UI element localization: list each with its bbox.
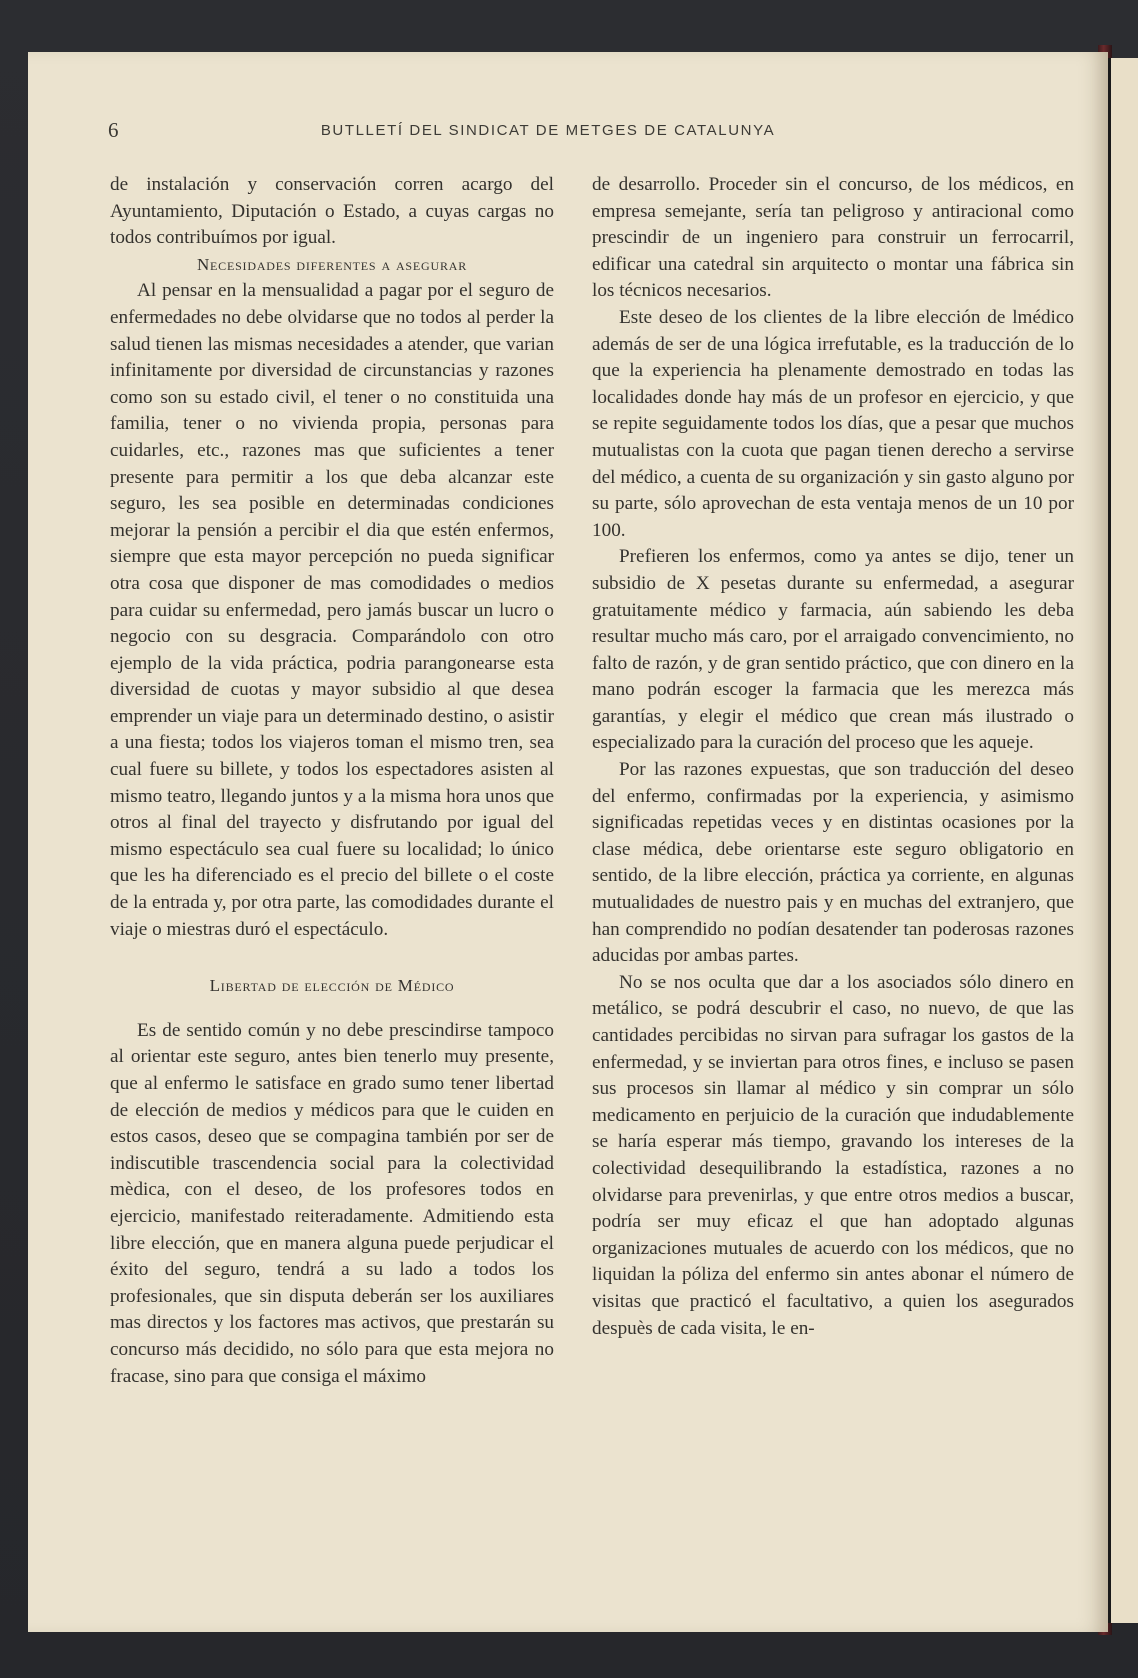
left-column <box>110 172 554 1390</box>
running-head: BUTLLETÍ DEL SINDICAT DE METGES DE CATALUNYA <box>320 122 776 139</box>
adjacent-page-edge <box>1108 58 1138 1623</box>
paragraph: Por las razones expuestas, que son traducción del deseo del enfermo, confirmadas por la experiencia, y asimismo significadas repetidas veces y en distintas ocasiones por la clase médica, debe orientarse este seguro obligatorio en sentido, de la libre elección, práctica ya corriente, en algunas mutualidades de nuestro pais y en muchas del extranjero, que han comprendido no podían desatender tan poderosas razones aducidas por ambas partes. <box>592 759 1074 967</box>
paragraph: No se nos oculta que dar a los asociados sólo dinero en metálico, se podrá descubrir el caso, no nuevo, de que las cantidades percibidas no sirvan para sufragar los gastos de la enfermedad, y se inviertan para otros fines, e incluso se pasen sus procesos sin llamar al médico y sin comprar un sólo medicamento en perjuicio de la curación que indudablemente se haría esperar más tiempo, gravando los intereses de la colectividad desequilibrando la estadística, razones a no olvidarse para prevenirlas, y que entre otros medios a buscar, podría ser muy eficaz el que han adoptado algunas organizaciones mutuales de acuerdo con los médicos, que no liquidan la póliza del enfermo sin antes abonar el número de visitas que practicó el facultativo, a quien los asegurados despuès de cada visita, le en- <box>592 971 1074 1339</box>
paragraph: Al pensar en la mensualidad a pagar por el seguro de enfermedades no debe olvidarse que no todos al perder la salud tienen las mismas necesidades a atender, que varian infinitamente por diversidad de circunstancias y razones como son su estado civil, el tener o no constituida una familia, tener o no vivienda propia, personas para cuidarles, etc., razones mas que suficientes a tener presente para permitir a los que deba alcanzar este seguro, les sea posible en determinadas condiciones mejorar la pensión a percibir el dia que estén enfermos, siempre que esta mayor percepción no pueda significar otra cosa que disponer de mas comodidades o medios para cuidar su enfermedad, pero jamás buscar un lucro o negocio con su desgracia. Comparándolo con otro ejemplo de la vida práctica, podria parangonearse esta diversidad de cuotas y mayor subsidio al que desea emprender un viaje para un determinado destino, o asistir a una fiesta; todos los viajeros toman el mismo tren, sea cual fuere su billete, y todos los espectadores asisten al mismo teatro, llegando juntos y a la misma hora unos que otros al final del trayecto y disfrutando por igual del mismo espectáculo sea cual fuere su localidad; lo único que les ha diferenciado es el precio del billete o el coste de la entrada y, por otra parte, las comodidades durante el viaje o miestras duró el espectáculo. <box>110 280 554 940</box>
page-header <box>108 118 988 148</box>
paragraph: Es de sentido común y no debe prescindirse tampoco al orientar este seguro, antes bien tenerlo muy presente, que al enfermo le satisface en grado sumo tener libertad de elección de medios y médicos para que le cuiden en estos casos, deseo que se compagina también por ser de indiscutible trascendencia social para la colectividad mèdica, con el deseo, de los profesores todos en ejercicio, manifestado reiteradamente. Admitiendo esta libre elección, que en manera alguna puede perjudicar el éxito del seguro, tendrá a su lado a todos los profesionales, que sin disputa deberán ser los auxiliares mas directos y los factores mas activos, que prestarán su concurso más decidido, no sólo para que esta mejora no fracase, sino para que consiga el máximo <box>110 1019 554 1387</box>
paragraph: de desarrollo. Proceder sin el concurso, de los médicos, en empresa semejante, sería tan peligroso y antiracional como prescindir de un ingeniero para construir un ferrocarril, edificar una catedral sin arquitecto o montar una fábrica sin los técnicos necesarios. <box>592 174 1074 302</box>
right-column <box>592 172 1074 1342</box>
section-heading-libertad: Libertad de elección de Médico <box>209 976 455 996</box>
page-number: 6 <box>108 118 119 142</box>
section-heading-necesidades: Necesidades diferentes a asegurar <box>196 254 468 274</box>
paragraph: Prefieren los enfermos, como ya antes se dijo, tener un subsidio de X pesetas durante su enfermedad, a asegurar gratuitamente médico y farmacia, aún sabiendo les deba resultar mucho más caro, por el arraigado convencimiento, no falto de razón, y de gran sentido práctico, que con dinero en la mano podrán escoger la farmacia que les merezca más garantías, y elegir el médico que crean más ilustrado o especializado para la curación del proceso que les aqueje. <box>592 546 1074 754</box>
paragraph: Este deseo de los clientes de la libre elección de lmédico además de ser de una lógica irrefutable, es la traducción de lo que la experiencia ha plenamente demostrado en todas las localidades donde hay más de un profesor en ejercicio, y que se repite seguidamente todos los días, que a pesar que muchos mutualistas con la cuota que pagan tienen derecho a servirse del médico, a cuenta de su organización y sin gasto alguno por su parte, sólo aprovechan de esta ventaja menos de un 10 por 100. <box>592 306 1074 541</box>
intro-paragraph: de instalación y conservación corren acargo del Ayuntamiento, Diputación o Estado, a cuyas cargas no todos contribuímos por igual. <box>110 174 554 249</box>
